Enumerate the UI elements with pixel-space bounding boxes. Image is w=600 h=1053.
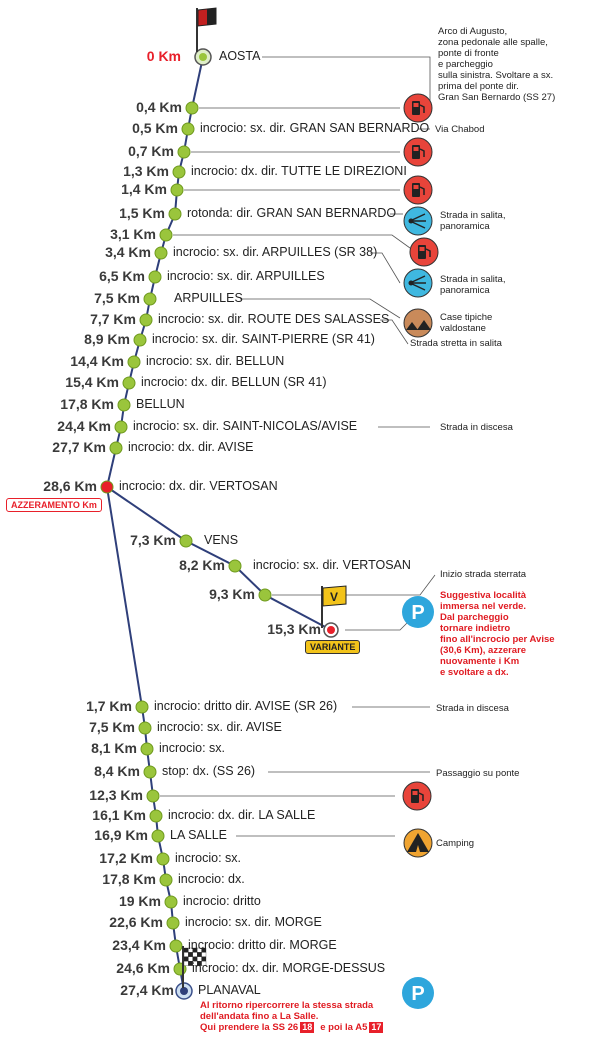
note-suggestiva-line-2: Dal parcheggio — [440, 612, 509, 623]
note-suggestiva-line-4: fino all'incrocio per Avise — [440, 634, 555, 645]
route-node-main-15 — [118, 399, 130, 411]
note-discesa-1: Strada in discesa — [440, 422, 513, 433]
direction-return-11: incrocio: dritto dir. MORGE — [188, 938, 337, 952]
km-return-4: 12,3 Km — [89, 787, 143, 803]
km-main-10: 7,5 Km — [94, 290, 140, 306]
note-aosta-line-2: ponte di fronte — [438, 48, 499, 59]
direction-return-1: incrocio: sx. dir. AVISE — [157, 720, 282, 734]
direction-main-16: incrocio: sx. dir. SAINT-NICOLAS/AVISE — [133, 419, 358, 433]
route-node-main-8 — [155, 247, 167, 259]
note-suggestiva-line-6: nuovamente i Km — [440, 656, 520, 667]
direction-main-18: incrocio: dx. dir. VERTOSAN — [119, 479, 278, 493]
end-node-core — [180, 987, 188, 995]
route-node-return-2 — [141, 743, 153, 755]
reset-km-badge: AZZERAMENTO Km — [6, 498, 102, 512]
note-salita-1 — [440, 210, 505, 232]
km-main-11: 7,7 Km — [90, 311, 136, 327]
house-icon — [404, 309, 432, 337]
fuel-icon-4 — [410, 238, 438, 266]
km-return-11: 23,4 Km — [112, 937, 166, 953]
direction-main-10: ARPUILLES — [174, 291, 243, 305]
km-return-0: 1,7 Km — [86, 698, 132, 714]
direction-variant-1: incrocio: sx. dir. VERTOSAN — [253, 558, 411, 572]
direction-return-0: incrocio: dritto dir. AVISE (SR 26) — [154, 699, 338, 713]
note-strada-stretta: Strada stretta in salita — [410, 338, 502, 349]
route-node-return-4 — [147, 790, 159, 802]
route-node-return-3 — [144, 766, 156, 778]
km-return-7: 17,2 Km — [99, 850, 153, 866]
note-case-tipiche-line-1: valdostane — [440, 323, 486, 334]
km-variant-0: 7,3 Km — [130, 532, 176, 548]
km-main-17: 27,7 Km — [52, 439, 106, 455]
route-node-return-9 — [165, 896, 177, 908]
km-return-13: 27,4 Km — [120, 982, 174, 998]
note-discesa-2: Strada in discesa — [436, 703, 509, 714]
km-return-2: 8,1 Km — [91, 740, 137, 756]
parking-icon-1 — [402, 596, 434, 628]
km-main-6: 1,5 Km — [119, 205, 165, 221]
km-main-2: 0,5 Km — [132, 120, 178, 136]
direction-main-9: incrocio: sx. dir. ARPUILLES — [167, 269, 325, 283]
direction-main-11: incrocio: sx. dir. ROUTE DES SALASSES — [158, 312, 390, 326]
route-node-main-10 — [144, 293, 156, 305]
km-return-1: 7,5 Km — [89, 719, 135, 735]
route-node-main-4 — [173, 166, 185, 178]
note-suggestiva-line-7: e svoltare a dx. — [440, 667, 509, 678]
route-node-main-13 — [128, 356, 140, 368]
start-flag-stripe — [207, 8, 216, 25]
km-variant-2: 9,3 Km — [209, 586, 255, 602]
km-return-12: 24,6 Km — [116, 960, 170, 976]
route-node-return-0 — [136, 701, 148, 713]
route-node-main-3 — [178, 146, 190, 158]
note-case-tipiche — [440, 312, 492, 334]
route-node-return-8 — [160, 874, 172, 886]
route-node-main-16 — [115, 421, 127, 433]
start-node-core — [199, 53, 207, 61]
note-ritorno — [200, 1000, 383, 1033]
direction-return-10: incrocio: sx. dir. MORGE — [185, 915, 322, 929]
note-aosta-line-3: e parcheggio — [438, 59, 493, 70]
note-ritorno-line-3: e poi la A5 — [320, 1022, 368, 1033]
route-node-return-11 — [170, 940, 182, 952]
direction-return-3: stop: dx. (SS 26) — [162, 764, 256, 778]
route-node-return-10 — [167, 917, 179, 929]
km-variant-1: 8,2 Km — [179, 557, 225, 573]
leader-aosta — [262, 57, 430, 105]
variant-badge: VARIANTE — [305, 640, 360, 654]
reset-node — [101, 481, 113, 493]
km-main-8: 3,4 Km — [105, 244, 151, 260]
direction-main-6: rotonda: dir. GRAN SAN BERNARDO — [187, 206, 397, 220]
route-node-main-6 — [169, 208, 181, 220]
direction-return-2: incrocio: sx. — [159, 741, 225, 755]
direction-return-8: incrocio: dx. — [178, 872, 245, 886]
route-node-main-17 — [110, 442, 122, 454]
place-aosta: AOSTA — [219, 49, 261, 63]
note-ponte: Passaggio su ponte — [436, 768, 520, 779]
km-main-14: 15,4 Km — [65, 374, 119, 390]
note-suggestiva-line-0: Suggestiva località — [440, 590, 527, 601]
road-badge-ss: 18 — [302, 1022, 313, 1032]
svg-text:P: P — [411, 602, 425, 624]
route-node-return-6 — [152, 830, 164, 842]
route-node-main-14 — [123, 377, 135, 389]
note-salita-2-line-1: panoramica — [440, 285, 490, 296]
fuel-icon-2 — [404, 138, 432, 166]
km-return-8: 17,8 Km — [102, 871, 156, 887]
note-case-tipiche-line-0: Case tipiche — [440, 312, 493, 323]
km-main-1: 0,4 Km — [136, 99, 182, 115]
km-main-9: 6,5 Km — [99, 268, 145, 284]
km-main-16: 24,4 Km — [57, 418, 111, 434]
direction-return-7: incrocio: sx. — [175, 851, 241, 865]
note-ritorno-line-1: dell'andata fino a La Salle. — [200, 1011, 319, 1022]
camping-icon — [404, 829, 432, 857]
km-main-3: 0,7 Km — [128, 143, 174, 159]
km-main-15: 17,8 Km — [60, 396, 114, 412]
km-main-7: 3,1 Km — [110, 226, 156, 242]
note-aosta-line-4: sulla sinistra. Svoltare a sx. — [438, 70, 554, 81]
note-salita-2-line-0: Strada in salita, — [440, 274, 506, 285]
route-node-main-7 — [160, 229, 172, 241]
direction-main-2: incrocio: sx. dir. GRAN SAN BERNARDO — [200, 121, 430, 135]
fuel-icon-5 — [403, 782, 431, 810]
note-via-chabod: Via Chabod — [435, 124, 485, 135]
note-aosta-line-5: prima del ponte dir. — [438, 81, 519, 92]
route-node-variant-2 — [259, 589, 271, 601]
km-main-4: 1,3 Km — [123, 163, 169, 179]
note-salita-2 — [440, 274, 505, 296]
note-suggestiva-line-1: immersa nel verde. — [440, 601, 527, 612]
direction-main-14: incrocio: dx. dir. BELLUN (SR 41) — [141, 375, 327, 389]
parking-icon-2 — [402, 977, 434, 1009]
route-node-return-5 — [150, 810, 162, 822]
route-node-main-9 — [149, 271, 161, 283]
panorama-icon-1 — [404, 207, 432, 235]
note-suggestiva — [440, 590, 555, 678]
note-salita-1-line-1: panoramica — [440, 221, 490, 232]
note-sterrata: Inizio strada sterrata — [440, 569, 527, 580]
km-variant-3: 15,3 Km — [267, 621, 321, 637]
note-aosta-line-0: Arco di Augusto, — [438, 26, 508, 37]
direction-main-8: incrocio: sx. dir. ARPUILLES (SR 38) — [173, 245, 378, 259]
km-start: 0 Km — [146, 48, 181, 64]
km-return-5: 16,1 Km — [92, 807, 146, 823]
note-ritorno-line-0: Al ritorno ripercorrere la stessa strada — [200, 1000, 374, 1011]
direction-main-15: BELLUN — [136, 397, 185, 411]
note-aosta — [438, 26, 555, 103]
note-camping: Camping — [436, 838, 475, 849]
note-ritorno-line-2: Qui prendere la SS 26 — [200, 1022, 299, 1033]
route-node-main-1 — [186, 102, 198, 114]
km-main-18: 28,6 Km — [43, 478, 97, 494]
route-node-variant-0 — [180, 535, 192, 547]
leader-sterrata — [272, 575, 435, 595]
note-aosta-line-6: Gran San Bernardo (SS 27) — [438, 92, 556, 103]
direction-return-5: incrocio: dx. dir. LA SALLE — [168, 808, 316, 822]
km-return-10: 22,6 Km — [109, 914, 163, 930]
note-suggestiva-line-3: tornare indietro — [440, 623, 511, 634]
direction-main-17: incrocio: dx. dir. AVISE — [128, 440, 254, 454]
variant-end-core — [327, 626, 335, 634]
direction-return-13: PLANAVAL — [198, 983, 261, 997]
leader-parking-1 — [345, 620, 410, 630]
direction-main-13: incrocio: sx. dir. BELLUN — [146, 354, 285, 368]
km-return-3: 8,4 Km — [94, 763, 140, 779]
km-main-13: 14,4 Km — [70, 353, 124, 369]
route-node-return-7 — [157, 853, 169, 865]
km-main-5: 1,4 Km — [121, 181, 167, 197]
note-salita-1-line-0: Strada in salita, — [440, 210, 506, 221]
direction-main-4: incrocio: dx. dir. TUTTE LE DIREZIONI — [191, 164, 407, 178]
panorama-icon-2 — [404, 269, 432, 297]
svg-text:P: P — [411, 983, 425, 1005]
note-aosta-line-1: zona pedonale alle spalle, — [438, 37, 548, 48]
km-return-6: 16,9 Km — [94, 827, 148, 843]
route-node-main-2 — [182, 123, 194, 135]
direction-return-6: LA SALLE — [170, 828, 227, 842]
fuel-icon-3 — [404, 176, 432, 204]
variant-flag-mark: V — [329, 590, 339, 604]
note-suggestiva-line-5: (30,6 Km), azzerare — [440, 645, 527, 656]
route-node-main-5 — [171, 184, 183, 196]
direction-return-9: incrocio: dritto — [183, 894, 261, 908]
route-node-variant-1 — [229, 560, 241, 572]
direction-variant-0: VENS — [204, 533, 239, 547]
route-node-main-12 — [134, 334, 146, 346]
km-return-9: 19 Km — [118, 893, 161, 909]
km-main-12: 8,9 Km — [84, 331, 130, 347]
direction-return-12: incrocio: dx. dir. MORGE-DESSUS — [192, 961, 386, 975]
road-badge-a5: 17 — [371, 1022, 382, 1032]
fuel-icon-1 — [404, 94, 432, 122]
note-ritorno-roads — [200, 1022, 383, 1033]
route-node-return-1 — [139, 722, 151, 734]
route-node-main-11 — [140, 314, 152, 326]
direction-main-12: incrocio: sx. dir. SAINT-PIERRE (SR 41) — [152, 332, 375, 346]
